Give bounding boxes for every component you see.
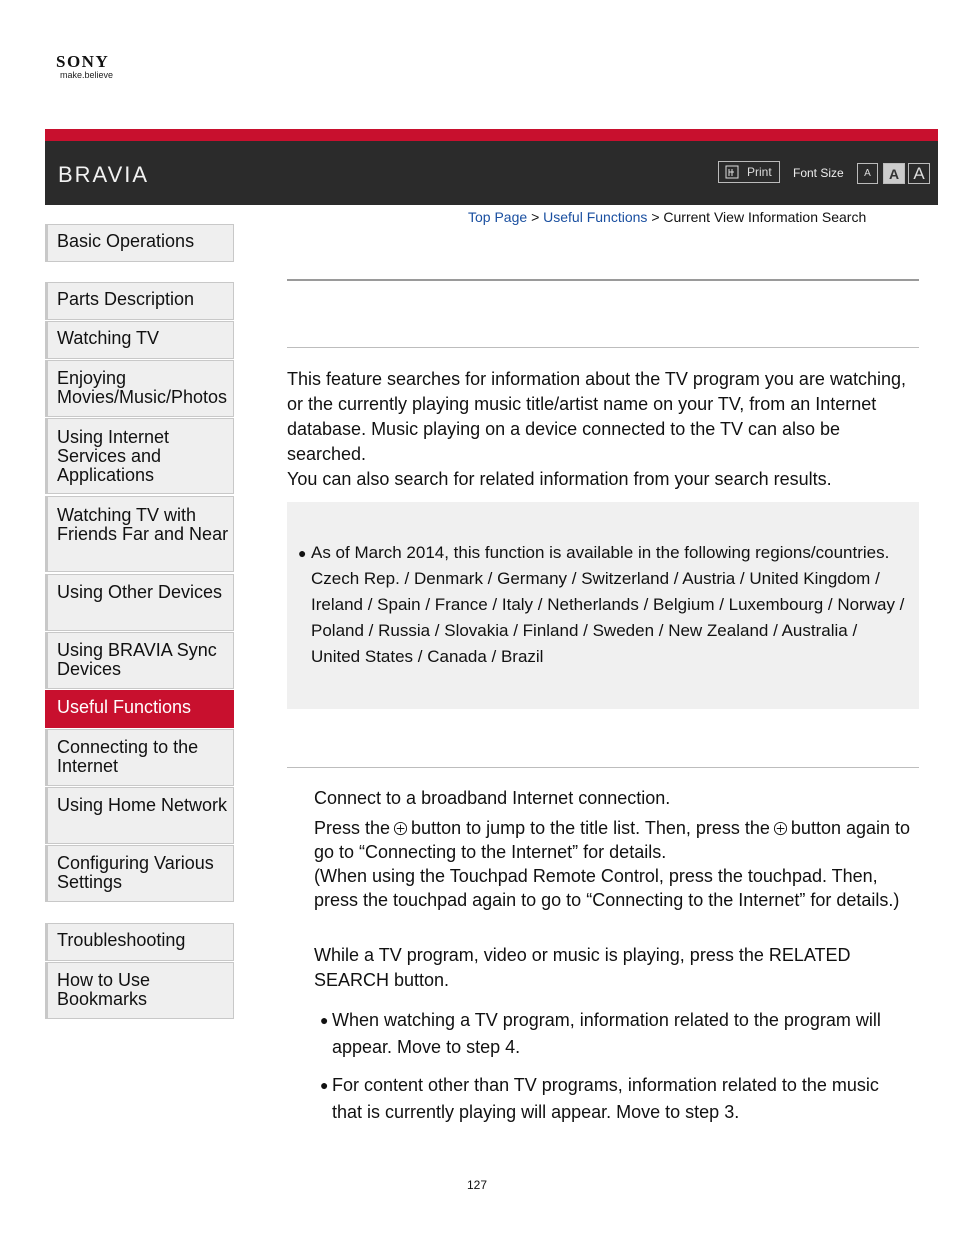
sub-item: When watching a TV program, information related to the program will appear. Move to step 4. <box>332 1010 881 1057</box>
bravia-logo: BRAVIA <box>58 162 150 187</box>
intro-text <box>287 367 919 492</box>
breadcrumb <box>468 209 866 225</box>
font-size-label: Font Size <box>793 166 844 180</box>
sidebar-item-parts-description[interactable]: Parts Description <box>45 282 234 320</box>
print-label: Print <box>747 165 772 179</box>
step-2-text: button to jump to the title list. Then, press the <box>411 818 770 838</box>
sidebar-item-bravia-sync[interactable]: Using BRAVIA Sync Devices <box>45 632 234 689</box>
note-countries: Czech Rep. / Denmark / Germany / Switzerland / Austria / United Kingdom / Ireland / Spain / France / Italy / Netherlands / Belgium / Luxembourg / Norway / Poland / Russia / Slovakia / Finland / Sweden / New Zealand / Australia / United States / Canada / Brazil <box>311 569 905 666</box>
intro-paragraph: You can also search for related information from your search results. <box>287 469 832 489</box>
step-3: While a TV program, video or music is playing, press the RELATED SEARCH button. <box>314 945 851 990</box>
section-divider <box>287 347 919 348</box>
note-text <box>311 540 911 670</box>
sidebar-item-watching-tv[interactable]: Watching TV <box>45 321 234 359</box>
sidebar-item-troubleshooting[interactable]: Troubleshooting <box>45 923 234 961</box>
breadcrumb-useful-functions-link[interactable]: Useful Functions <box>543 209 648 225</box>
sony-logo: SONY <box>56 52 110 71</box>
sidebar-item-useful-functions[interactable]: Useful Functions <box>45 690 234 728</box>
bullet-icon: ● <box>298 545 307 561</box>
font-size-medium-button[interactable]: A <box>883 163 905 184</box>
page-number: 127 <box>467 1178 488 1192</box>
step-2-text: Press the <box>314 818 391 838</box>
breadcrumb-separator: > <box>651 209 660 225</box>
sub-item: For content other than TV programs, information related to the music that is currently playing will appear. Move to step 3. <box>332 1075 879 1122</box>
breadcrumb-current: Current View Information Search <box>663 209 867 225</box>
home-button-icon <box>393 821 408 836</box>
font-size-small-button[interactable]: A <box>857 163 878 184</box>
bullet-icon: ● <box>320 1077 329 1093</box>
steps-divider <box>287 767 919 768</box>
print-icon <box>725 165 739 179</box>
print-button[interactable] <box>718 161 780 183</box>
sony-tagline: make.believe <box>60 70 114 80</box>
step-2-touchpad-note: (When using the Touchpad Remote Control, press the touchpad. Then, press the touchpad again to go to “Connecting to the Internet” for details.) <box>314 866 900 910</box>
header-accent-bar <box>45 129 938 141</box>
note-line: As of March 2014, this function is available in the following regions/countries. <box>311 543 890 562</box>
breadcrumb-separator: > <box>531 209 540 225</box>
sidebar-item-friends-far-near[interactable]: Watching TV with Friends Far and Near <box>45 496 234 572</box>
step-1: Connect to a broadband Internet connection. <box>314 788 671 808</box>
sidebar-item-basic-operations[interactable]: Basic Operations <box>45 224 234 262</box>
sidebar-item-internet-services[interactable]: Using Internet Services and Applications <box>45 418 234 494</box>
step-2 <box>314 816 914 912</box>
sidebar-item-bookmarks[interactable]: How to Use Bookmarks <box>45 962 234 1019</box>
breadcrumb-top-page-link[interactable]: Top Page <box>468 209 528 225</box>
sidebar-item-connecting-internet[interactable]: Connecting to the Internet <box>45 729 234 786</box>
sidebar-item-other-devices[interactable]: Using Other Devices <box>45 574 234 631</box>
sidebar-item-home-network[interactable]: Using Home Network <box>45 787 234 844</box>
intro-paragraph: This feature searches for information about the TV program you are watching, or the currently playing music title/artist name on your TV, from an Internet database. Music playing on a device connected to the TV can also be searched. <box>287 369 906 464</box>
bullet-icon: ● <box>320 1012 329 1028</box>
title-divider <box>287 279 919 281</box>
step-2-text: button again to go to “Connecting to the Internet” for details. <box>314 818 911 862</box>
home-button-icon <box>773 821 788 836</box>
sidebar-item-configuring-settings[interactable]: Configuring Various Settings <box>45 845 234 902</box>
font-size-large-button[interactable]: A <box>908 163 930 184</box>
header-bar <box>45 141 938 205</box>
sidebar-item-enjoying-movies[interactable]: Enjoying Movies/Music/Photos <box>45 360 234 417</box>
